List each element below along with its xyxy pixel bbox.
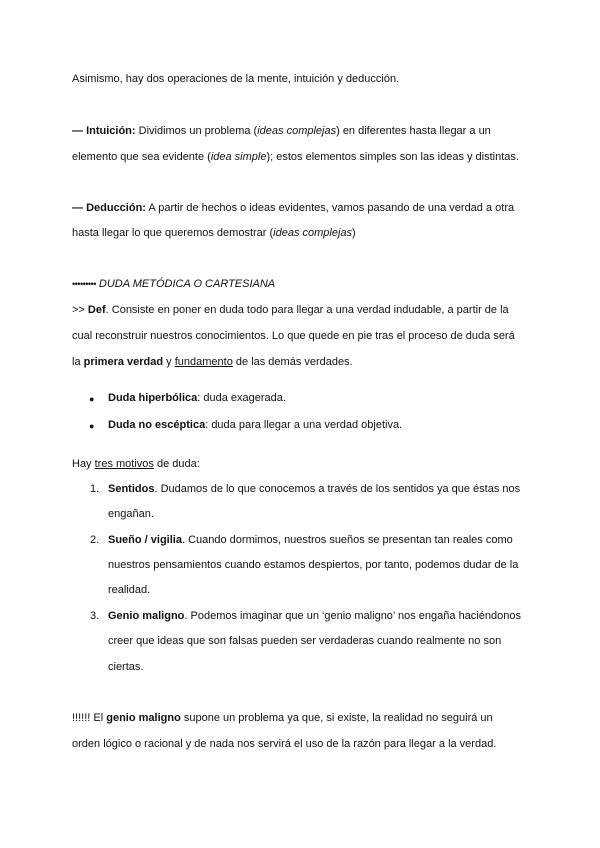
intro-paragraph: Asimismo, hay dos operaciones de la mente, intuición y deducción. xyxy=(72,73,400,85)
definition-line-3: la primera verdad y fundamento de las demás verdades. xyxy=(72,356,353,368)
intuicion-line-2: elemento que sea evidente (idea simple); estos elementos simples son las ideas y distintas. xyxy=(72,151,519,163)
final-paragraph-line-1: !!!!!! El genio maligno supone un problema ya que, si existe, la realidad no seguirá un xyxy=(72,712,493,724)
bullet-item: Duda no escéptica: duda para llegar a una verdad objetiva. xyxy=(108,419,403,431)
section-heading xyxy=(72,277,275,291)
deduccion-term: — Deducción: xyxy=(72,202,146,214)
definition-line-1: >> Def. Consiste en poner en duda todo para llegar a una verdad indudable, a partir de la xyxy=(72,304,509,316)
list-item-line: engañan. xyxy=(108,508,154,520)
list-number: 2. xyxy=(90,534,100,546)
bullet-item: Duda hiperbólica: duda exagerada. xyxy=(108,392,286,404)
list-item-line: realidad. xyxy=(108,584,151,596)
list-item-line: Sueño / vigilia. Cuando dormimos, nuestros sueños se presentan tan reales como xyxy=(108,534,513,546)
list-number: 1. xyxy=(90,483,100,495)
list-item-line: Sentidos. Dudamos de lo que conocemos a través de los sentidos ya que éstas nos xyxy=(108,483,521,495)
final-paragraph-line-2: orden lógico o racional y de nada nos servirá el uso de la razón para llegar a la verdad. xyxy=(72,738,497,750)
deduccion-line-1: — Deducción: A partir de hechos o ideas evidentes, vamos pasando de una verdad a otra xyxy=(72,202,515,214)
motivos-intro: Hay tres motivos de duda: xyxy=(72,458,200,470)
deduccion-line-2: hasta llegar lo que queremos demostrar (ideas complejas) xyxy=(72,227,356,239)
list-item-line: creer que ideas que son falsas pueden ser verdaderas cuando realmente no son xyxy=(108,635,502,647)
list-item-line: nuestros pensamientos cuando estamos despiertos, por tanto, podemos dudar de la xyxy=(108,559,519,571)
dots-decoration: ••••••••• xyxy=(72,279,96,289)
list-item-line: ciertas. xyxy=(108,661,144,673)
bullet-icon: ● xyxy=(89,394,95,404)
intuicion-line-1: — Intuición: Dividimos un problema (ideas complejas) en diferentes hasta llegar a un xyxy=(72,125,491,137)
list-number: 3. xyxy=(90,610,100,622)
section-title: DUDA METÓDICA O CARTESIANA xyxy=(98,278,276,290)
list-item-line: Genio maligno. Podemos imaginar que un ‘genio maligno’ nos engaña haciéndonos xyxy=(108,610,521,622)
intuicion-term: — Intuición: xyxy=(72,125,136,137)
definition-line-2: cual reconstruir nuestros conocimientos. Lo que quede en pie tras el proceso de duda será xyxy=(72,330,515,342)
bullet-icon: ● xyxy=(89,421,95,431)
